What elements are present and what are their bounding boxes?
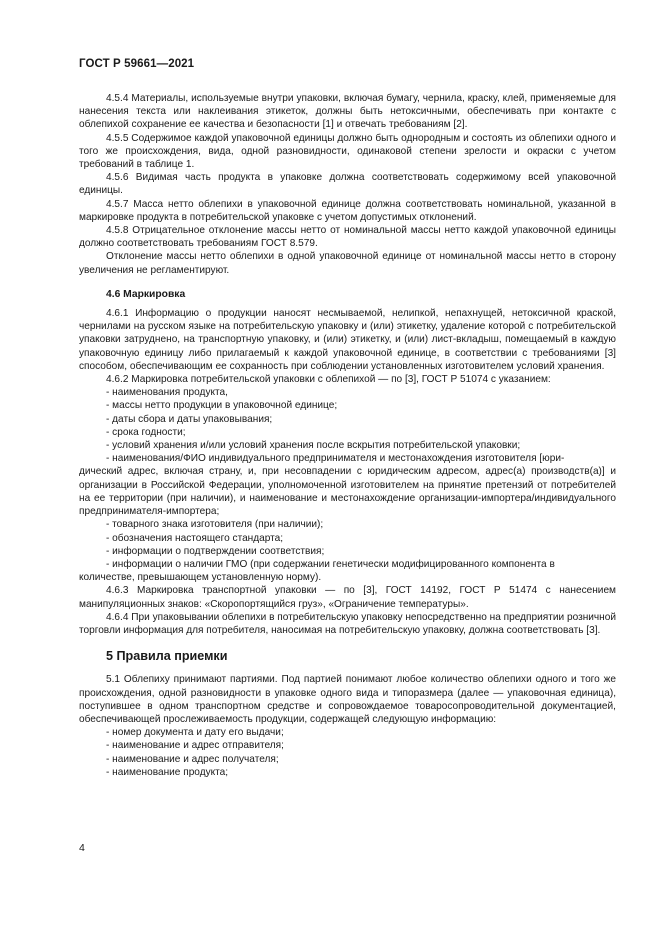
- list-item: - товарного знака изготовителя (при наличии);: [106, 519, 324, 531]
- document-body: [79, 92, 616, 779]
- list-item: - информации о подтверждении соответствия;: [106, 545, 325, 557]
- paragraph-4-5-6: 4.5.6 Видимая часть продукта в упаковке должна соответствовать содержимому всей упаковочной единицы.: [79, 172, 616, 197]
- paragraph-4-5-4: 4.5.4 Материалы, используемые внутри упаковки, включая бумагу, чернила, краску, клей, применяемые для нанесения текста или наклеивания этикеток, должны быть нетоксичными, обеспечивать при контакте с облепихой сохранение ее качества и безопасности [1] и отвечать требованиям [2].: [79, 93, 616, 131]
- page-number: 4: [79, 842, 85, 854]
- list-item: - наименование и адрес получателя;: [106, 753, 279, 765]
- section-heading-4-6: 4.6 Маркировка: [106, 288, 186, 300]
- paragraph-4-5-8: 4.5.8 Отрицательное отклонение массы нетто от номинальной массы нетто каждой упаковочной единицы должно соответствовать требованиям ГОСТ 8.579.: [79, 225, 616, 250]
- list-item: - массы нетто продукции в упаковочной единице;: [106, 400, 338, 412]
- paragraph-4-6-1: 4.6.1 Информацию о продукции наносят несмываемой, нелипкой, непахнущей, нетоксичной краской, чернилами на русском языке на потребительскую упаковку и (или) этикетку, удаление которой с потребительской упаковки затруднено, на транспортную упаковку, и (или) этикетку, и (или) лист-вкладыш, помещаемый в каждую упаковочную единицу либо прилагаемый к каждой упаковочной единице, в соответствии с требованиями [3] способом, обеспечивающим ее сохранность при соблюдении установленных изготовителем условий хранения.: [79, 308, 616, 372]
- paragraph-4-6-2: 4.6.2 Маркировка потребительской упаковки с облепихой — по [3], ГОСТ Р 51074 с указанием:: [106, 374, 551, 386]
- paragraph-4-6-4: 4.6.4 При упаковывании облепихи в потребительскую упаковку непосредственно на предприятии розничной торговли информация для потребителя, наносимая на потребительскую упаковку, должна соответствовать [3].: [79, 611, 616, 636]
- list-item-gmo-continued: количестве, превышающем установленную норму).: [79, 572, 322, 584]
- list-item: - наименование продукта;: [106, 766, 229, 778]
- paragraph-4-5-5: 4.5.5 Содержимое каждой упаковочной единицы должно быть однородным и состоять из облепихи одного и того же происхождения, вида, одной разновидности, одинаковой степени зрелости и окраски с учетом требований в таблице 1.: [79, 132, 616, 171]
- list-item: - номер документа и дату его выдачи;: [106, 727, 284, 739]
- section-heading-5: 5 Правила приемки: [106, 649, 228, 664]
- paragraph-mass-deviation: Отклонение массы нетто облепихи в одной упаковочной единице от номинальной массы нетто в сторону увеличения не регламентируют.: [79, 251, 616, 276]
- list-item: - даты сбора и даты упаковывания;: [106, 413, 273, 425]
- paragraph-4-5-7: 4.5.7 Масса нетто облепихи в упаковочной единице должна соответствовать номинальной, указанной в маркировке продукта в потребительской упаковке с учетом допустимых отклонений.: [79, 198, 616, 223]
- list-item: - срока годности;: [106, 426, 186, 438]
- document-header: ГОСТ Р 59661—2021: [79, 58, 195, 70]
- list-item: - обозначения настоящего стандарта;: [106, 532, 284, 544]
- list-item-manufacturer: - наименования/ФИО индивидуального предпринимателя и местонахождения изготовителя [юри-: [106, 453, 565, 465]
- paragraph-4-6-3: 4.6.3 Маркировка транспортной упаковки — по [3], ГОСТ 14192, ГОСТ Р 51474 с нанесением манипуляционных знаков: «Скоропортящийся груз», «Ограничение температуры».: [79, 585, 616, 610]
- list-item: - условий хранения и/или условий хранения после вскрытия потребительской упаковки;: [106, 440, 521, 452]
- paragraph-5-1: 5.1 Облепиху принимают партиями. Под партией понимают любое количество облепихи одного и того же происхождения, одной разновидности в упаковке одного вида и типоразмера (далее — упаковочная единица), поступившее в одном транспортном средстве и сопровождаемое товаросопроводительной документацией, обеспечивающей прослеживаемость продукции, содержащей следующую информацию:: [79, 674, 616, 725]
- list-item: - наименование и адрес отправителя;: [106, 740, 284, 752]
- list-item-manufacturer-continued: дический адрес, включая страну, и, при несовпадении с юридическим адресом, адрес(а) производств(а)] и организации в Российской Федерации, уполномоченной изготовителем на принятие претензий от потребителей на ее территории (при наличии), и наименование и местонахождение организации-импортера/индивидуального предпринимателя-импортера;: [79, 466, 616, 518]
- list-item-gmo: - информации о наличии ГМО (при содержании генетически модифицированного компонента в: [106, 558, 555, 570]
- list-item: - наименования продукта,: [106, 387, 228, 399]
